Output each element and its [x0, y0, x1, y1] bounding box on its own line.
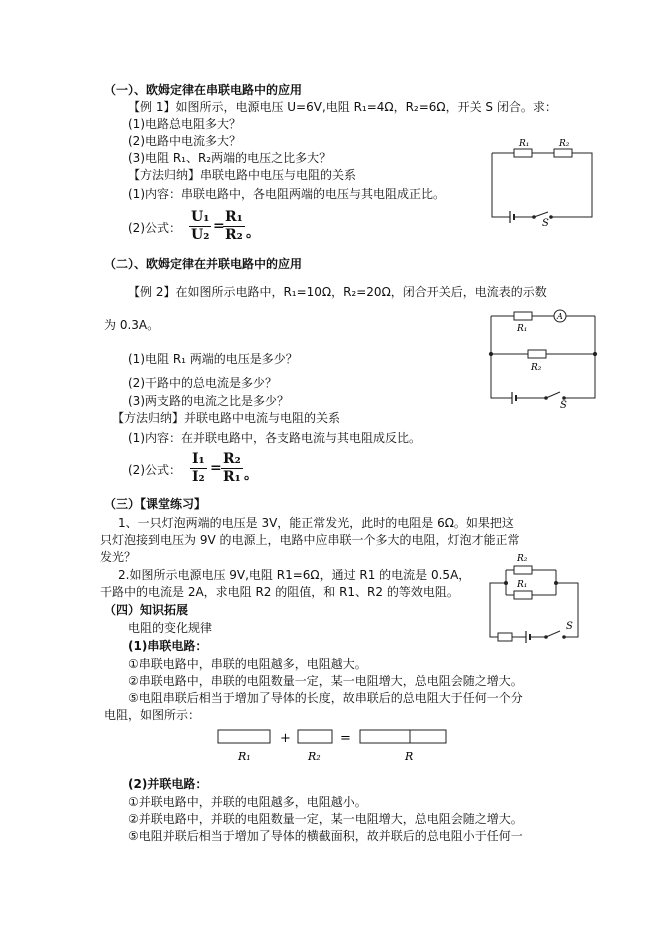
formula1-u2: U₂ — [191, 227, 210, 243]
formula2-label: (2)公式： — [128, 463, 181, 477]
example1-question-2: (2)电路中电流多大？ — [128, 134, 241, 148]
parallel-r2-label: R₂ — [531, 363, 542, 373]
example2-question-2: (2)干路中的总电流是多少？ — [128, 376, 277, 390]
example2-text-line2: 为 0.3A。 — [104, 318, 160, 332]
formula1-u1: U₁ — [191, 209, 210, 225]
section3-heading: （三）【课堂练习】 — [104, 497, 207, 511]
ammeter-label: A — [557, 312, 563, 321]
formula1-r2: R₂ — [225, 227, 243, 243]
formula1-label: (2)公式： — [128, 221, 181, 235]
practice2-line2: 干路中的电流是 2A，求电阻 R2 的阻值，和 R1、R2 的等效电阻。 — [100, 585, 459, 599]
method1-title: 【方法归纳】串联电路中电压与电阻的关系 — [128, 168, 357, 182]
series-switch-label: S — [542, 218, 549, 228]
series-r1-label: R₁ — [519, 139, 530, 149]
parallel-rule-3: ⑤电阻并联后相当于增加了导体的横截面积，故并联后的总电阻小于任何一 — [128, 829, 523, 843]
practice1-line1: 1、一只灯泡两端的电压是 3V，能正常发光，此时的电阻是 6Ω。如果把这 — [118, 516, 514, 530]
parallel-r1-label: R₁ — [517, 324, 528, 334]
parallel-rule-2: ②并联电路中，并联的电阻数量一定，某一电阻增大，总电阻会随之增大。 — [128, 812, 523, 826]
series-length-diagram — [214, 722, 458, 768]
series-rule-2: ②串联电路中，串联的电阻数量一定，某一电阻增大，总电阻会随之增大。 — [128, 674, 523, 688]
equals-sign: = — [340, 731, 351, 746]
section1-heading: （一）、欧姆定律在串联电路中的应用 — [104, 83, 303, 97]
formula2-i1: I₁ — [192, 451, 205, 467]
section4-heading: （四）知识拓展 — [104, 603, 189, 617]
series-circuit-diagram — [486, 136, 598, 228]
practice-r1-label: R₁ — [517, 580, 528, 590]
formula2-left-fraction — [190, 451, 207, 486]
example2-text-line1: 【例 2】在如图所示电路中，R₁=10Ω，R₂=20Ω，闭合开关后，电流表的示数 — [128, 285, 547, 299]
parallel-circuit-diagram — [486, 306, 602, 412]
series-rule-1: ①串联电路中，串联的电阻越多，电阻越大。 — [128, 657, 367, 671]
length-r1-label: R₁ — [238, 750, 251, 763]
formula1-period: 。 — [246, 225, 260, 241]
parallel-switch-label: S — [560, 400, 567, 411]
practice-switch-label: S — [566, 621, 573, 632]
length-r2-label: R₂ — [308, 750, 321, 763]
example1-question-1: (1)电路总电阻多大？ — [128, 117, 241, 131]
example2-question-3: (3)两支路的电流之比是多少？ — [128, 394, 289, 408]
resistance-rules-title: 电阻的变化规律 — [128, 621, 213, 635]
formula2-r2: R₂ — [223, 451, 241, 467]
series-rules-title: (1)串联电路： — [128, 639, 208, 653]
section2-heading: （二）、欧姆定律在并联电路中的应用 — [104, 257, 303, 271]
practice2-line1: 2.如图所示电源电压 9V,电阻 R1=6Ω，通过 R1 的电流是 0.5A， — [118, 568, 471, 582]
series-rule-3-line2: 电阻，如图所示： — [104, 708, 201, 722]
parallel-rules-title: (2)并联电路： — [128, 777, 208, 791]
formula1-equals: = — [213, 218, 225, 234]
practice-r2-label: R₂ — [517, 554, 528, 564]
example2-question-1: (1)电阻 R₁ 两端的电压是多少？ — [128, 352, 298, 366]
parallel-rule-1: ①并联电路中，并联的电阻越多，电阻越小。 — [128, 795, 367, 809]
length-r-label: R — [405, 750, 414, 763]
formula2-equals: = — [210, 460, 222, 476]
formula1-left-fraction — [189, 209, 211, 244]
series-r2-label: R₂ — [559, 139, 570, 149]
method2-title: 【方法归纳】并联电路中电流与电阻的关系 — [112, 411, 341, 425]
formula2-period: 。 — [244, 467, 258, 483]
formula1-right-fraction — [223, 209, 245, 244]
practice1-line2: 只灯泡接到电压为 9V 的电源上，电路中应串联一个多大的电阻，灯泡才能正常 — [100, 533, 520, 547]
plus-sign: + — [280, 731, 291, 746]
example1-question-3: (3)电阻 R₁、R₂两端的电压之比多大？ — [128, 151, 332, 165]
formula2-right-fraction — [221, 451, 243, 486]
series-rule-3-line1: ⑤电阻串联后相当于增加了导体的长度，故串联后的总电阻大于任何一个分 — [128, 691, 523, 705]
formula1-r1: R₁ — [225, 209, 243, 225]
practice1-line3: 发光？ — [100, 550, 137, 564]
formula2-i2: I₂ — [192, 469, 205, 485]
example1-text: 【例 1】如图所示，电源电压 U=6V,电阻 R₁=4Ω，R₂=6Ω，开关 S 闭合。求： — [128, 100, 557, 114]
method1-content: (1)内容：串联电路中，各电阻两端的电压与其电阻成正比。 — [128, 187, 446, 201]
practice-circuit-diagram — [484, 547, 584, 649]
method2-content: (1)内容：在并联电路中，各支路电流与其电阻成反比。 — [128, 431, 422, 445]
formula2-r1: R₁ — [223, 469, 241, 485]
